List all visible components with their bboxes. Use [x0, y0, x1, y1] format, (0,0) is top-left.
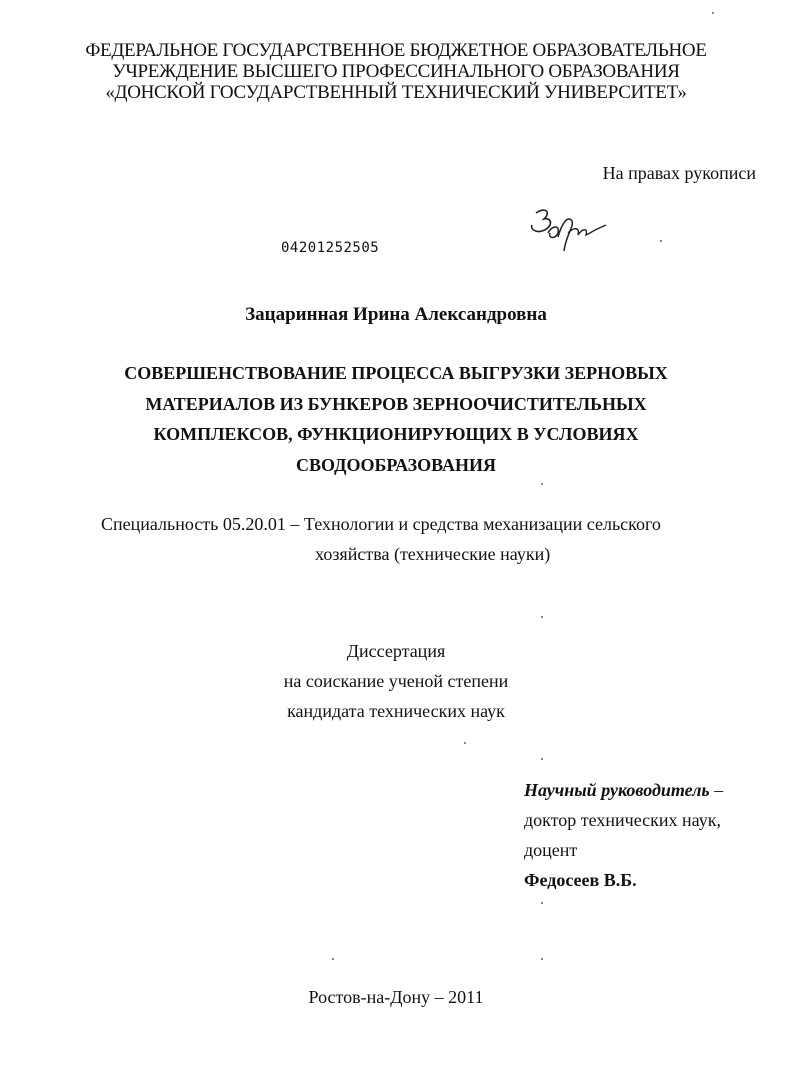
- supervisor-degree: доктор технических наук,: [524, 810, 721, 830]
- institution-line-2: УЧРЕЖДЕНИЕ ВЫСШЕГО ПРОФЕССИНАЛЬНОГО ОБРАЗОВАНИЯ: [112, 61, 680, 82]
- author-name: Зацаринная Ирина Александровна: [245, 304, 547, 325]
- dissertation-title: [0, 358, 792, 480]
- institution-header: [0, 40, 792, 103]
- supervisor-name: Федосеев В.Б.: [524, 870, 637, 890]
- supervisor-rank: доцент: [524, 840, 578, 860]
- dissertation-line-2: на соискание ученой степени: [283, 671, 509, 691]
- scan-speck: [332, 958, 334, 960]
- supervisor-block: [524, 775, 723, 895]
- institution-line-3: «ДОНСКОЙ ГОСУДАРСТВЕННЫЙ ТЕХНИЧЕСКИЙ УНИВЕРСИТЕТ»: [105, 82, 687, 103]
- scan-speck: [541, 616, 543, 618]
- scan-speck: [541, 902, 543, 904]
- dissertation-line-3: кандидата технических наук: [287, 701, 505, 721]
- scan-speck: [712, 12, 714, 14]
- scan-speck: [541, 483, 543, 485]
- specialty-line-2: хозяйства (технические науки): [315, 544, 551, 564]
- supervisor-dash: –: [709, 780, 724, 800]
- scan-speck: [464, 742, 466, 744]
- scan-speck: [541, 958, 543, 960]
- scan-speck: [541, 758, 543, 760]
- title-line-1: СОВЕРШЕНСТВОВАНИЕ ПРОЦЕССА ВЫГРУЗКИ ЗЕРНОВЫХ: [124, 363, 668, 383]
- manuscript-note: На правах рукописи: [602, 163, 756, 183]
- dissertation-line-1: Диссертация: [346, 641, 446, 661]
- dissertation-type: [0, 636, 792, 726]
- title-line-2: МАТЕРИАЛОВ ИЗ БУНКЕРОВ ЗЕРНООЧИСТИТЕЛЬНЫХ: [145, 393, 647, 414]
- supervisor-role-line: [524, 775, 723, 805]
- signature-image: [518, 203, 608, 263]
- registration-number: 04201252505: [281, 240, 380, 256]
- city-year: Ростов-на-Дону – 2011: [308, 987, 484, 1007]
- supervisor-role: Научный руководитель: [524, 780, 710, 800]
- title-line-3: КОМПЛЕКСОВ, ФУНКЦИОНИРУЮЩИХ В УСЛОВИЯХ: [153, 424, 639, 444]
- specialty-line-1: Специальность 05.20.01 – Технологии и средства механизации сельского: [101, 514, 661, 534]
- title-line-4: СВОДООБРАЗОВАНИЯ: [295, 454, 496, 475]
- scan-speck: [660, 240, 662, 242]
- institution-line-1: ФЕДЕРАЛЬНОЕ ГОСУДАРСТВЕННОЕ БЮДЖЕТНОЕ ОБРАЗОВАТЕЛЬНОЕ: [85, 40, 707, 61]
